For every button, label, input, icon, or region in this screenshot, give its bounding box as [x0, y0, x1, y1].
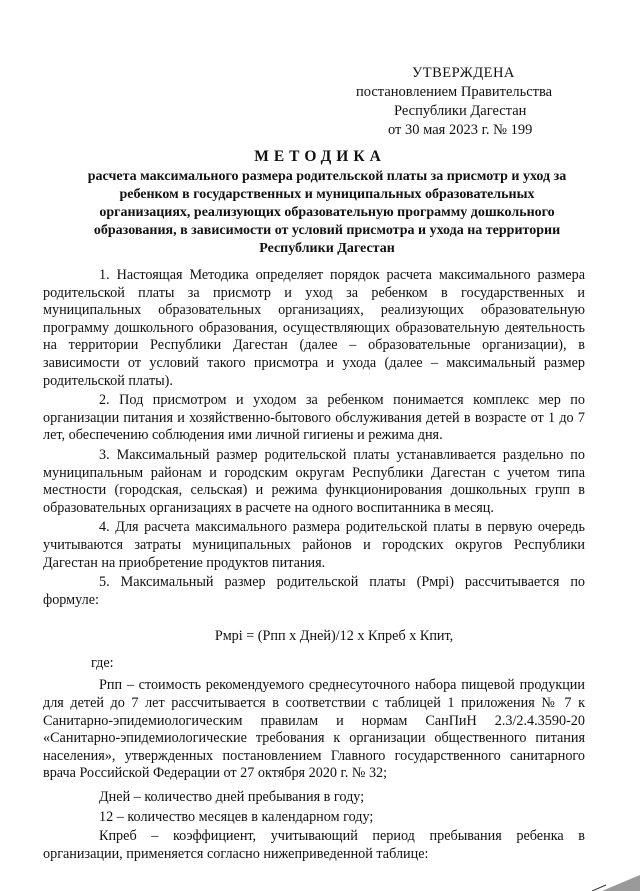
formula: Рмрi = (Рпп x Дней)/12 x Кпреб x Кпит, — [214, 628, 454, 645]
paragraph-1: 1. Настоящая Методика определяет порядок расчета максимального размера родительской платы за присмотр и уход за ребенком в государственных и муниципальных образовательных организациях, реализующих образовательную программу дошкольного образования, осуществляющих образовательную деятельность на территории Республики Дагестан (далее – образовательные организации), в зависимости от условий такого присмотра и ухода (далее – максимальный размер родительской платы). — [43, 267, 585, 389]
paragraph-5: 5. Максимальный размер родительской платы (Рмрi) рассчитывается по формуле: — [43, 574, 585, 608]
paragraph-4: 4. Для расчета максимального размера родительской платы в первую очередь учитываются затраты муниципальных районов и городских округов Республики Дагестан на приобретение продуктов питания. — [43, 519, 585, 571]
definition-rpp: Рпп – стоимость рекомендуемого среднесуточного набора пищевой продукции для детей до 7 лет рассчитывается в соответствии с таблицей 1 приложения № 7 к Санитарно-эпидемиологическим правилам и нормам СанПиН 2.3/2.4.3590-20 «Санитарно-эпидемиологические требования к организации общественного питания населения», утвержденных постановлением Главного государственного санитарного врача Российской Федерации от 27 октября 2020 г. № 32; — [43, 677, 585, 782]
scan-corner-mark — [592, 873, 640, 891]
document-title: МЕТОДИКА — [254, 148, 386, 165]
definition-months: 12 – количество месяцев в календарном году; — [99, 808, 374, 825]
approval-stamp — [356, 64, 556, 140]
paragraph-3: 3. Максимальный размер родительской платы устанавливается раздельно по муниципальным районам и городским округам Республики Дагестан с учетом типа местности (городская, сельская) и режима функционирования дошкольных групп в образовательных организациях в расчете на одного воспитанника в месяц. — [43, 446, 585, 516]
definition-days: Дней – количество дней пребывания в году; — [99, 789, 365, 806]
approval-line-2: постановлением Правительства — [356, 84, 553, 100]
document-subtitle: расчета максимального размера родительской платы за присмотр и уход за ребенком в государственных и муниципальных образовательных организациях, реализующих образовательную программу дошкольного образования, в зависимости от условий присмотра и ухода на территории Республики Дагестан — [87, 169, 567, 256]
paragraph-2: 2. Под присмотром и уходом за ребенком понимается комплекс мер по организации питания и хозяйственно-бытового обслуживания детей в возрасте от 1 до 7 лет, обеспечению соблюдения ими личной гигиены и режима дня. — [43, 392, 585, 444]
approval-line-4: от 30 мая 2023 г. № 199 — [388, 122, 533, 138]
document-body — [43, 267, 585, 865]
definition-kpreb: Кпреб – коэффициент, учитывающий период пребывания ребенка в организации, применяется согласно нижеприведенной таблице: — [43, 828, 585, 862]
approval-line-3: Республики Дагестан — [394, 103, 527, 119]
where-label: где: — [91, 654, 114, 671]
approval-line-1: УТВЕРЖДЕНА — [412, 65, 515, 81]
